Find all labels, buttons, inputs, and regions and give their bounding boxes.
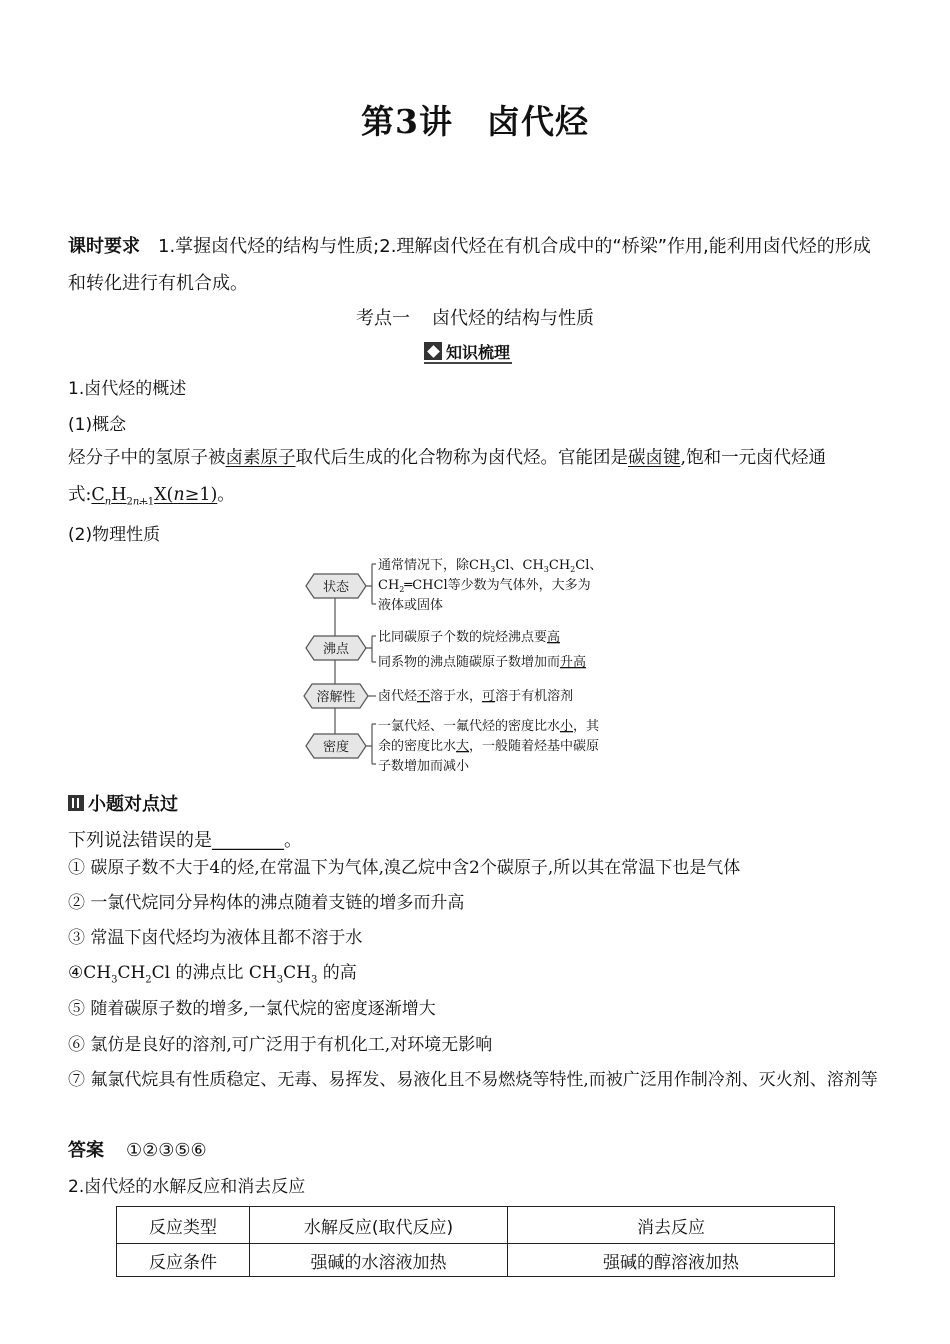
density-line2: 余的密度比水大，一般随着烃基中碳原 (378, 739, 600, 754)
title-topic: 卤代烃 (486, 102, 589, 141)
answer-label: 答案 (68, 1140, 104, 1161)
brace-boiling (366, 636, 376, 662)
requirements-text: 1.掌握卤代烃的结构与性质;2.理解卤代烃在有机合成中的“桥梁”作用,能利用卤代烃的形成和转化进行有机合成。 (68, 236, 871, 294)
quiz-heading (68, 790, 178, 816)
concept-text-end: 。 (217, 485, 235, 505)
table-cell: 强碱的醇溶液加热 (508, 1244, 835, 1277)
blank-halogen-atom: 卤素原子 (225, 448, 296, 468)
general-formula: $C_nH_{2n+1}X(n\ge 1)$ (91, 485, 218, 508)
sec1-sub1: (1)概念 (68, 415, 127, 435)
hex-solubility (304, 684, 368, 708)
option-2: ② 一氯代烷同分异构体的沸点随着支链的增多而升高 (68, 893, 465, 913)
concept-paragraph (68, 440, 884, 521)
table-cell: 强碱的水溶液加热 (250, 1244, 508, 1277)
sec2-heading: 2.卤代烃的水解反应和消去反应 (68, 1177, 306, 1197)
table-cell: 反应条件 (117, 1244, 250, 1277)
option-3: ③ 常温下卤代烃均为液体且都不溶于水 (68, 928, 363, 948)
reaction-table (116, 1206, 835, 1277)
state-line2: $CH_2═CHCl$等少数为气体外，大多为 (378, 578, 591, 594)
requirements (68, 228, 886, 302)
section-kaodian (0, 304, 950, 330)
quiz-question: 下列说法错误的是________。 (68, 830, 302, 851)
page-title (0, 96, 950, 143)
density-line1: 一氯代烃、一氟代烃的密度比水小，其 (378, 719, 600, 734)
option-7: ⑦ 氟氯代烷具有性质稳定、无毒、易挥发、易液化且不易燃烧等特性,而被广泛用作制冷剂、灭火剂、溶剂等 (68, 1070, 878, 1090)
table-row (117, 1244, 835, 1277)
state-line3: 液体或固体 (378, 598, 444, 613)
solubility-line: 卤代烃不溶于水，可溶于有机溶剂 (378, 689, 574, 704)
brace-state (366, 564, 376, 604)
label-state: 状态 (322, 580, 350, 595)
concept-text-a: 烃分子中的氢原子被 (68, 448, 226, 468)
physical-properties-diagram (300, 552, 660, 778)
diamond-icon (424, 342, 442, 360)
table-header-cell: 消去反应 (508, 1207, 835, 1244)
bp-line2: 同系物的沸点随碳原子数增加而升高 (378, 655, 587, 670)
pause-icon (68, 795, 84, 811)
requirements-label: 课时要求 (68, 236, 140, 257)
title-lecture: 第3讲 (361, 102, 453, 141)
table-row (117, 1207, 835, 1244)
concept-text-c: ,饱和一元卤代烃通式: (68, 448, 827, 505)
table-header-cell: 反应类型 (117, 1207, 250, 1244)
option-6: ⑥ 氯仿是良好的溶剂,可广泛用于有机化工,对环境无影响 (68, 1035, 493, 1055)
label-solubility: 溶解性 (316, 690, 356, 705)
quiz-heading-label: 小题对点过 (88, 794, 178, 815)
answer (68, 1136, 207, 1162)
table-header-cell: 水解反应(取代反应) (250, 1207, 508, 1244)
sec1-sub2: (2)物理性质 (68, 525, 161, 545)
blank-functional-group: 碳卤键 (628, 448, 681, 468)
diagram-svg (300, 552, 660, 774)
hex-state (306, 574, 366, 598)
answer-value: ①②③⑤⑥ (126, 1140, 207, 1161)
kaodian-title: 卤代烃的结构与性质 (432, 308, 594, 329)
sec1-heading: 1.卤代烃的概述 (68, 379, 187, 399)
label-boiling: 沸点 (322, 642, 350, 657)
option-5: ⑤ 随着碳原子数的增多,一氯代烷的密度逐渐增大 (68, 999, 436, 1019)
brace-density (366, 724, 376, 764)
hex-density (306, 734, 366, 758)
knowledge-badge (424, 340, 512, 364)
density-line3: 子数增加而减小 (378, 759, 470, 774)
badge-label: 知识梳理 (446, 342, 511, 362)
kaodian-number: 考点一 (356, 308, 410, 329)
label-density: 密度 (322, 740, 350, 755)
bp-line1: 比同碳原子个数的烷烃沸点要高 (378, 630, 561, 645)
hex-boiling (306, 636, 366, 660)
option-4: $④CH_3CH_2Cl$ 的沸点比 $CH_3CH_3$ 的高 (68, 963, 357, 986)
state-line1: 通常情况下，除$CH_3Cl$、$CH_3CH_2Cl$、 (378, 558, 603, 574)
option-1: ① 碳原子数不大于4的烃,在常温下为气体,溴乙烷中含2个碳原子,所以其在常温下也是气体 (68, 858, 741, 878)
concept-text-b: 取代后生成的化合物称为卤代烃。官能团是 (295, 448, 628, 468)
